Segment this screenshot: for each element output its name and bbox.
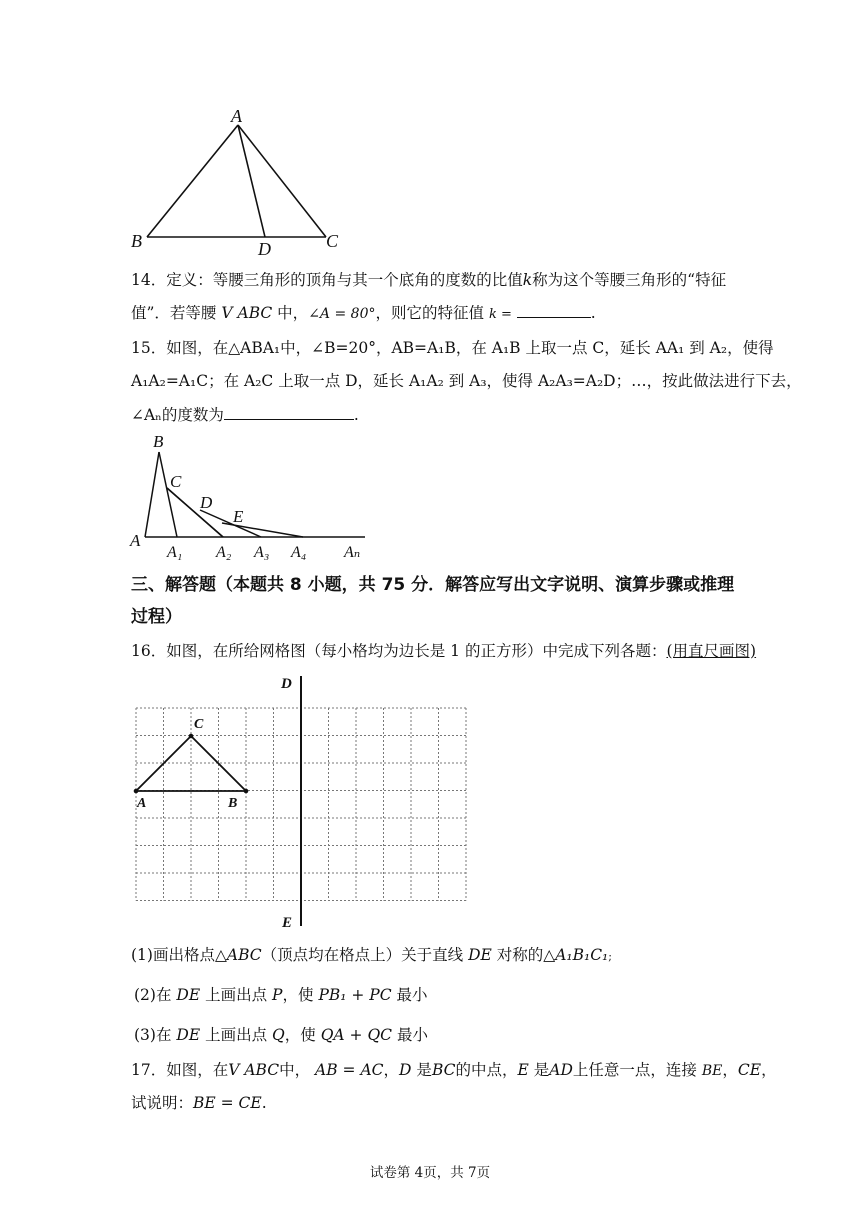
q14-k: k <box>522 271 533 289</box>
side-ab <box>147 125 238 237</box>
q15-answer-blank[interactable] <box>224 404 354 420</box>
q17-text-line2: 试说明： <box>131 1094 194 1112</box>
q17-triangle: V ABC <box>228 1061 280 1079</box>
q16-sub2-p: P <box>272 986 283 1004</box>
q17-text-e: 是 <box>416 1061 432 1079</box>
q14-condition: ∠A = 80° <box>308 306 376 322</box>
question-15-line-2: A₁A₂=A₁C；在 A₂C 上取一点 D，延长 A₁A₂ 到 A₃，使得 A₂A₃=A₂D；…，按此做法进行下去， <box>131 372 802 390</box>
q14-text-d: 中， <box>277 304 309 322</box>
q16-sub2-text-b: 上画出点 <box>205 986 268 1004</box>
point-a <box>134 789 139 794</box>
q16-sub3-q: Q <box>272 1026 285 1044</box>
q14-text-b: 称为这个等腰三角形的“特征 <box>532 271 727 289</box>
label-b: B <box>153 432 164 451</box>
q17-ad: AD <box>549 1061 573 1079</box>
q16-sub1-de: DE <box>468 946 492 964</box>
q15-text: ∠Aₙ的度数为 <box>131 406 224 424</box>
q17-comma-3: ， <box>761 1061 777 1079</box>
label-a: A <box>130 531 141 550</box>
q17-e-point: E <box>517 1061 529 1079</box>
q17-bc: BC <box>431 1061 456 1079</box>
q16-sub2-text-a: (2)在 <box>134 986 172 1004</box>
q14-k-eq: k = <box>488 307 512 322</box>
q17-text-g: 是 <box>533 1061 550 1079</box>
q14-text-c: 值”．若等腰 <box>131 304 217 322</box>
q16-sub3-text-a: (3)在 <box>134 1026 172 1044</box>
q16-text: 16．如图，在所给网格图（每小格均为边长是 1 的正方形）中完成下列各题： <box>131 642 667 660</box>
label-c: C <box>170 472 182 491</box>
question-17-line-1 <box>131 1060 777 1081</box>
label-a1: A₁ <box>167 544 183 561</box>
segment-ab <box>145 452 159 537</box>
triangle-abc-figure <box>125 105 355 260</box>
q14-triangle: V ABC <box>221 304 273 322</box>
label-a3: A₃ <box>254 544 270 561</box>
q16-note: (用直尺画图) <box>666 642 757 660</box>
q17-text-f: 的中点， <box>455 1061 518 1079</box>
vertex-label-c: C <box>326 231 339 251</box>
q17-comma-1: ， <box>383 1061 400 1079</box>
q16-sub2-text-c: ，使 <box>282 986 314 1004</box>
question-15-line-1: 15．如图，在△ABA₁中，∠B=20°，AB=A₁B，在 A₁B 上取一点 C，延长 AA₁ 到 A₂，使得 <box>131 339 774 357</box>
q14-answer-blank[interactable] <box>517 302 591 318</box>
segment-da3 <box>200 510 261 537</box>
label-d: D <box>200 493 213 512</box>
question-15-line-3 <box>131 404 359 425</box>
q17-comma-2: ， <box>722 1061 738 1079</box>
q16-sub1-text-c: 对称的△ <box>496 946 556 964</box>
q16-sub3-text-d: 最小 <box>396 1026 428 1044</box>
q16-sub2-de: DE <box>176 986 201 1004</box>
q16-subquestion-1 <box>131 945 612 967</box>
grid-label-b: B <box>228 796 238 811</box>
q17-text-a: 17．如图，在 <box>131 1061 229 1079</box>
q16-sub1-abc: ABC <box>226 946 262 964</box>
label-e: E <box>233 507 244 526</box>
q15-period: . <box>353 406 359 424</box>
q17-ce: CE <box>737 1061 762 1079</box>
q17-text-h: 上任意一点，连接 <box>572 1061 697 1079</box>
q16-sub3-de: DE <box>176 1026 201 1044</box>
label-a4: A₄ <box>291 544 307 561</box>
point-b <box>244 789 249 794</box>
q16-sub2-expression: PB₁ + PC <box>318 986 392 1004</box>
q14-period: . <box>590 304 596 322</box>
vertex-label-d: D <box>258 239 271 259</box>
grid-label-d: D <box>281 676 292 692</box>
label-an: Aₙ <box>344 544 361 561</box>
q16-sub1-triangle: A₁B₁C₁ <box>555 946 609 964</box>
vertex-label-a: A <box>231 106 242 126</box>
point-c <box>189 734 194 739</box>
q14-text-e: ，则它的特征值 <box>375 304 484 322</box>
q14-text: 14．定义：等腰三角形的顶角与其一个底角的度数的比值 <box>131 271 523 289</box>
section-3-heading-line-2: 过程） <box>131 607 182 627</box>
q16-sub1-text-b: （顶点均在格点上）关于直线 <box>261 946 464 964</box>
angle-chain-figure <box>125 428 375 564</box>
page-footer: 试卷第 4页，共 7页 <box>369 1165 491 1181</box>
grid-label-e: E <box>282 915 293 931</box>
grid-label-c: C <box>194 717 204 732</box>
q16-sub3-text-c: ，使 <box>284 1026 316 1044</box>
vertex-label-b: B <box>131 231 142 251</box>
q17-conclusion: BE = CE <box>193 1094 262 1112</box>
q17-d: D <box>399 1061 412 1079</box>
question-14-line-2 <box>131 302 596 325</box>
section-3-heading-line-1: 三、解答题（本题共 8 小题，共 75 分．解答应写出文字说明、演算步骤或推理 <box>131 575 735 595</box>
question-16-text <box>131 641 756 661</box>
question-17-line-2 <box>131 1093 267 1113</box>
q17-be: BE <box>701 1063 723 1079</box>
grid-label-a: A <box>137 796 147 811</box>
q17-text-b: 中， <box>279 1061 311 1079</box>
q16-sub1-end: ; <box>608 950 612 963</box>
q17-period: . <box>261 1094 267 1112</box>
question-14-line-1 <box>131 270 726 290</box>
q16-subquestion-2 <box>134 985 428 1005</box>
q16-sub1-text-a: (1)画出格点△ <box>131 946 227 964</box>
grid-figure <box>125 668 475 933</box>
q16-sub3-expression: QA + QC <box>320 1026 393 1044</box>
q16-subquestion-3 <box>134 1025 428 1045</box>
q16-sub2-text-d: 最小 <box>396 986 428 1004</box>
label-a2: A₂ <box>216 544 232 561</box>
q16-sub3-text-b: 上画出点 <box>205 1026 268 1044</box>
q17-condition: AB = AC <box>315 1061 384 1079</box>
